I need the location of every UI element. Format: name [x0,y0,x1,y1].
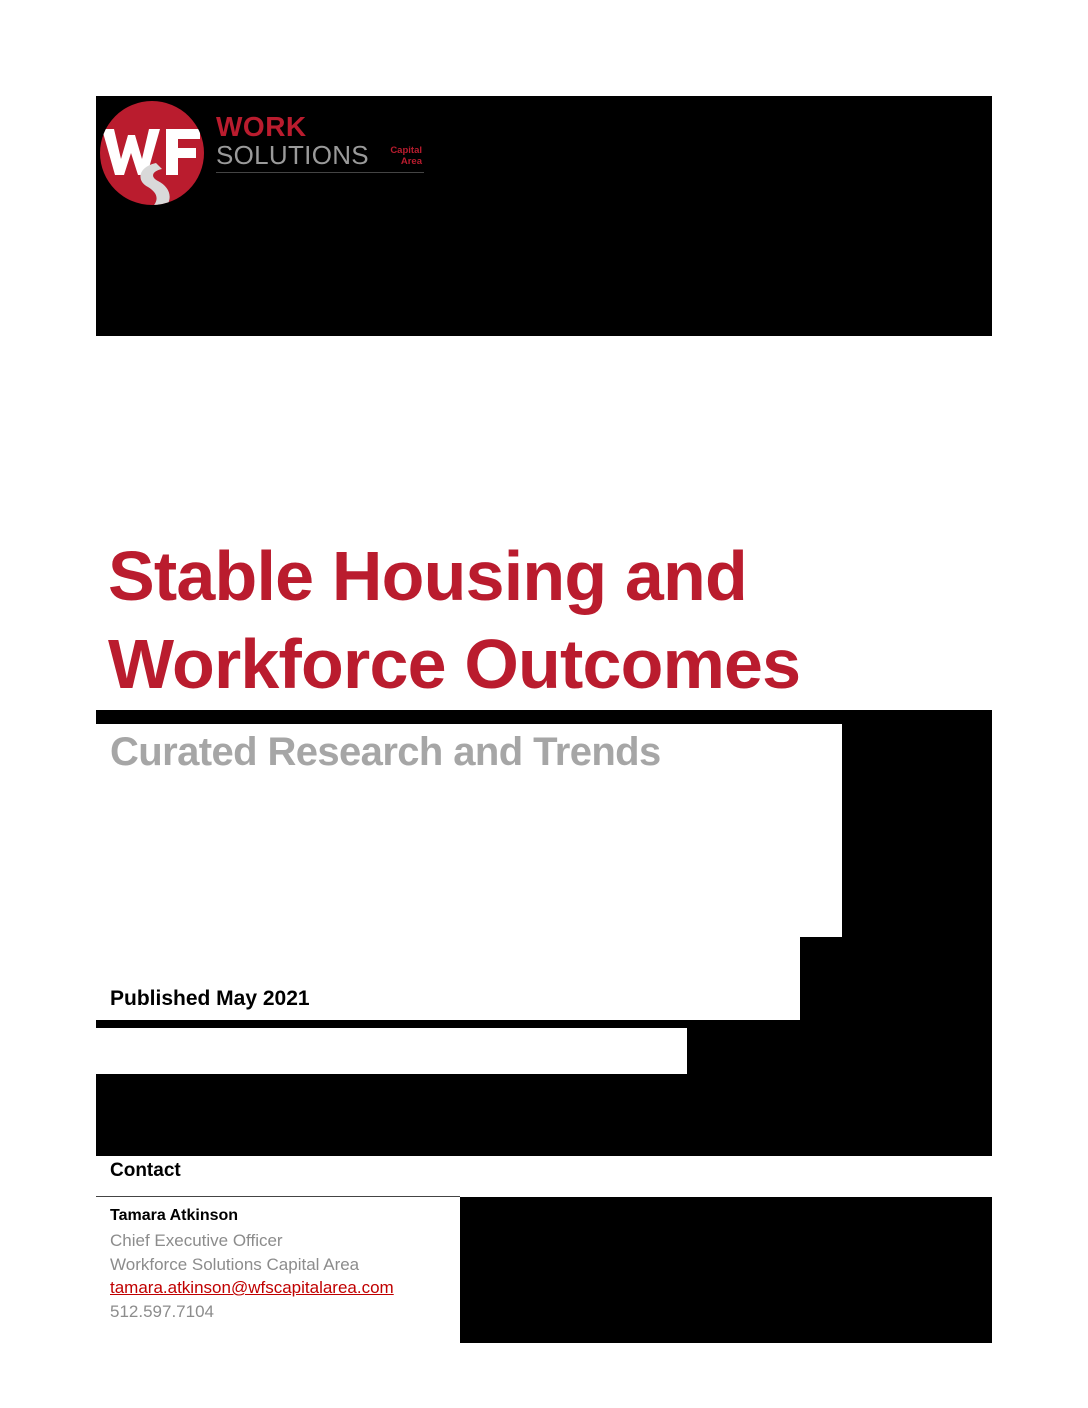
logo-region-line2: Area [400,156,422,167]
report-title-line-1: Stable Housing and [108,537,747,615]
contact-organization: Workforce Solutions Capital Area [110,1255,360,1274]
report-title-line-2: Workforce Outcomes [108,625,801,703]
logo-divider [216,172,424,173]
published-date: Published May 2021 [110,987,310,1010]
logo-region-line1: Capital [390,145,422,156]
logo-word-work: WORK [216,111,307,142]
logo-region [376,145,422,167]
contact-role: Chief Executive Officer [110,1231,283,1250]
contact-side-block [460,1197,992,1343]
right-block-middle [800,937,992,1029]
contact-email-link[interactable]: tamara.atkinson@wfscapitalarea.com [110,1278,394,1297]
report-subtitle: Curated Research and Trends [110,730,661,774]
contact-name: Tamara Atkinson [110,1207,239,1224]
report-title [108,532,800,708]
logo-emblem [100,101,204,205]
contact-phone: 512.597.7104 [110,1302,214,1321]
contact-heading: Contact [110,1160,181,1181]
footer-band [96,1074,992,1156]
right-block-lower [687,1028,992,1076]
wfs-logo [98,99,428,209]
right-block-upper [842,710,992,938]
published-underline-bar [96,1020,992,1028]
logo-word-solutions: SOLUTIONS [216,140,369,170]
contact-divider [96,1196,460,1197]
logo-monogram-icon [100,101,204,205]
